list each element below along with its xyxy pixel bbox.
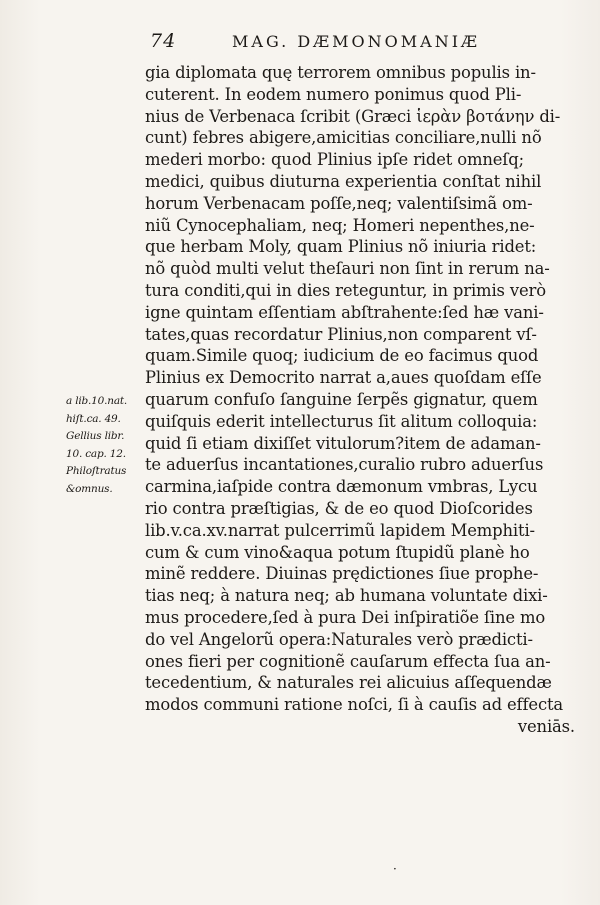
text-line: tias neq; à natura neq; ab humana voluntate dixi- <box>145 586 548 606</box>
text-line: cum & cum vino&aqua potum ſtupidũ planè ho <box>145 542 530 562</box>
text-line: do vel Angelorũ opera:Naturales verò prædicti- <box>145 629 533 649</box>
marginal-notes <box>66 393 142 498</box>
catchword: veniās. <box>517 716 575 736</box>
marginal-note: Gellius libr. <box>66 430 125 442</box>
text-line: quiſquis ederit intellecturus ſit alitum colloquia: <box>145 411 538 431</box>
text-line: mederi morbo: quod Plinius ipſe ridet omneſq; <box>145 150 524 170</box>
text-line: horum Verbenacam poſſe,neq; valentiſsimã om- <box>145 193 533 213</box>
body-text <box>145 62 575 738</box>
text-line: carmina,iaſpide contra dæmonum vmbras, Lycu <box>145 477 538 497</box>
marginal-note: Philoſtratus <box>66 465 127 477</box>
text-line: tates,quas recordatur Plinius,non comparent vſ- <box>145 324 537 344</box>
text-line: quarum confuſo ſanguine ſerpẽs gignatur, quem <box>145 389 538 409</box>
text-line: rio contra præſtigias, & de eo quod Dioſcorides <box>145 498 533 518</box>
text-line: Plinius ex Democrito narrat a,aues quoſdam eſſe <box>145 368 542 388</box>
marginal-note: hiſt.ca. 49. <box>66 412 121 425</box>
text-line: mus procedere,ſed à pura Dei inſpiratiõe ſine mo <box>145 607 546 627</box>
footer-mark: · <box>393 862 397 876</box>
marginal-note: &omnus. <box>66 482 113 495</box>
text-line: cuterent. In eodem numero ponimus quod Pli- <box>145 84 522 104</box>
page-number: 74 <box>150 30 177 52</box>
text-line: que herbam Moly, quam Plinius nõ iniuria ridet: <box>145 237 537 257</box>
marginal-note: 10. cap. 12. <box>66 447 126 460</box>
text-line: cunt) febres abigere,amicitias conciliare,nulli nõ <box>145 128 542 148</box>
text-line: igne quintam eſſentiam abſtrahente:ſed hæ vani- <box>145 302 544 322</box>
text-line: modos communi ratione noſci, ſi à cauſis ad effecta <box>145 695 564 715</box>
running-title: MAG. DÆMONOMANIÆ <box>232 32 481 51</box>
text-line: tura conditi,qui in dies reteguntur, in primis verò <box>145 280 546 300</box>
text-line: medici, quibus diuturna experientia conſtat nihil <box>145 171 542 191</box>
page-header <box>0 30 600 56</box>
text-line: minẽ reddere. Diuinas prędictiones ſiue prophe- <box>145 564 539 584</box>
text-line: quam.Simile quoq; iudicium de eo facimus quod <box>145 346 539 366</box>
text-line: te aduerſus incantationes,curalio rubro aduerſus <box>145 455 544 475</box>
text-line: gia diplomata quę terrorem omnibus populis in- <box>145 63 536 82</box>
text-line: ones fieri per cognitionẽ cauſarum effecta ſua an- <box>145 651 551 671</box>
text-line: tecedentium, & naturales rei alicuius aſſequendæ <box>145 673 552 693</box>
text-line: nõ quòd multi velut theſauri non ſint in rerum na- <box>145 259 550 279</box>
text-line: niũ Cynocephaliam, neq; Homeri nepenthes,ne- <box>145 215 535 235</box>
text-line: lib.v.ca.xv.narrat pulcerrimũ lapidem Memphiti- <box>145 520 535 540</box>
marginal-note: a lib.10.nat. <box>66 395 128 407</box>
text-line: nius de Verbenaca ſcribit (Græci ἱερὰν βοτάνην di- <box>145 106 561 126</box>
text-line: quid ſi etiam dixiſſet vitulorum?item de adaman- <box>145 433 541 453</box>
